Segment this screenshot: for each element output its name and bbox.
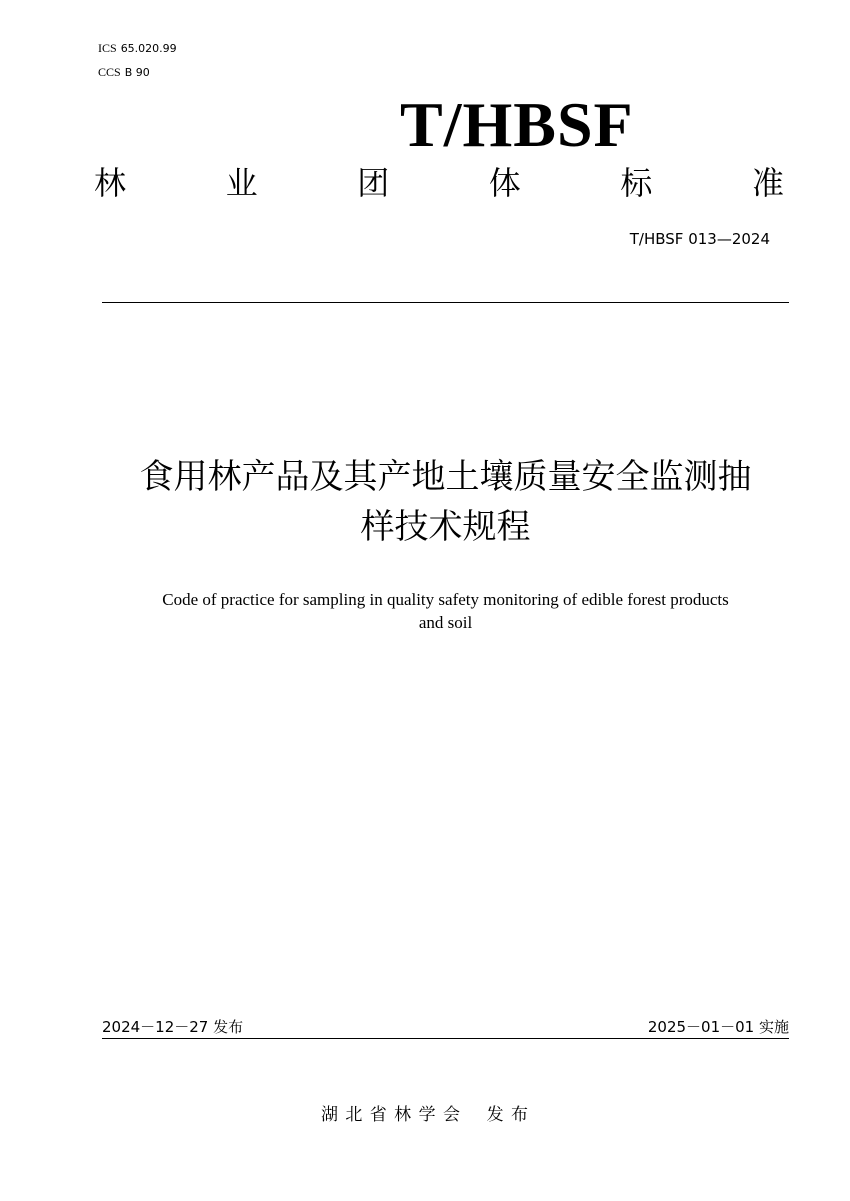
standard-type-heading xyxy=(94,160,784,206)
ccs-label: CCS xyxy=(98,65,121,79)
standard-code-mark: T/HBSF xyxy=(400,89,634,160)
standard-type-char: 准 xyxy=(751,164,784,202)
implementation-date: 2025－01－01 实施 xyxy=(647,1018,789,1036)
issue-date: 2024－12－27 发布 xyxy=(102,1018,244,1036)
standard-type-char: 团 xyxy=(357,164,390,202)
standard-type-char: 标 xyxy=(620,164,653,202)
ccs-code xyxy=(98,65,150,80)
chinese-title-line-2: 样技术规程 xyxy=(360,507,531,547)
chinese-title xyxy=(102,452,789,552)
english-title-line-1: Code of practice for sampling in quality safety monitoring of edible forest products xyxy=(162,590,729,609)
standard-type-char: 业 xyxy=(225,164,258,202)
bottom-divider xyxy=(102,1038,789,1039)
ics-value: 65.020.99 xyxy=(120,42,177,55)
standard-type-char: 体 xyxy=(488,164,521,202)
ics-label: ICS xyxy=(98,41,117,55)
chinese-title-line-1: 食用林产品及其产地土壤质量安全监测抽 xyxy=(139,457,752,497)
publisher: 湖 北 省 林 学 会 发 布 xyxy=(320,1105,530,1125)
standard-number: T/HBSF 013—2024 xyxy=(629,230,770,248)
standard-type-char: 林 xyxy=(94,164,127,202)
ccs-value: B 90 xyxy=(124,66,150,79)
english-title-line-2: and soil xyxy=(418,613,473,632)
top-divider xyxy=(102,302,789,303)
english-title xyxy=(102,588,789,634)
ics-code xyxy=(98,41,177,56)
